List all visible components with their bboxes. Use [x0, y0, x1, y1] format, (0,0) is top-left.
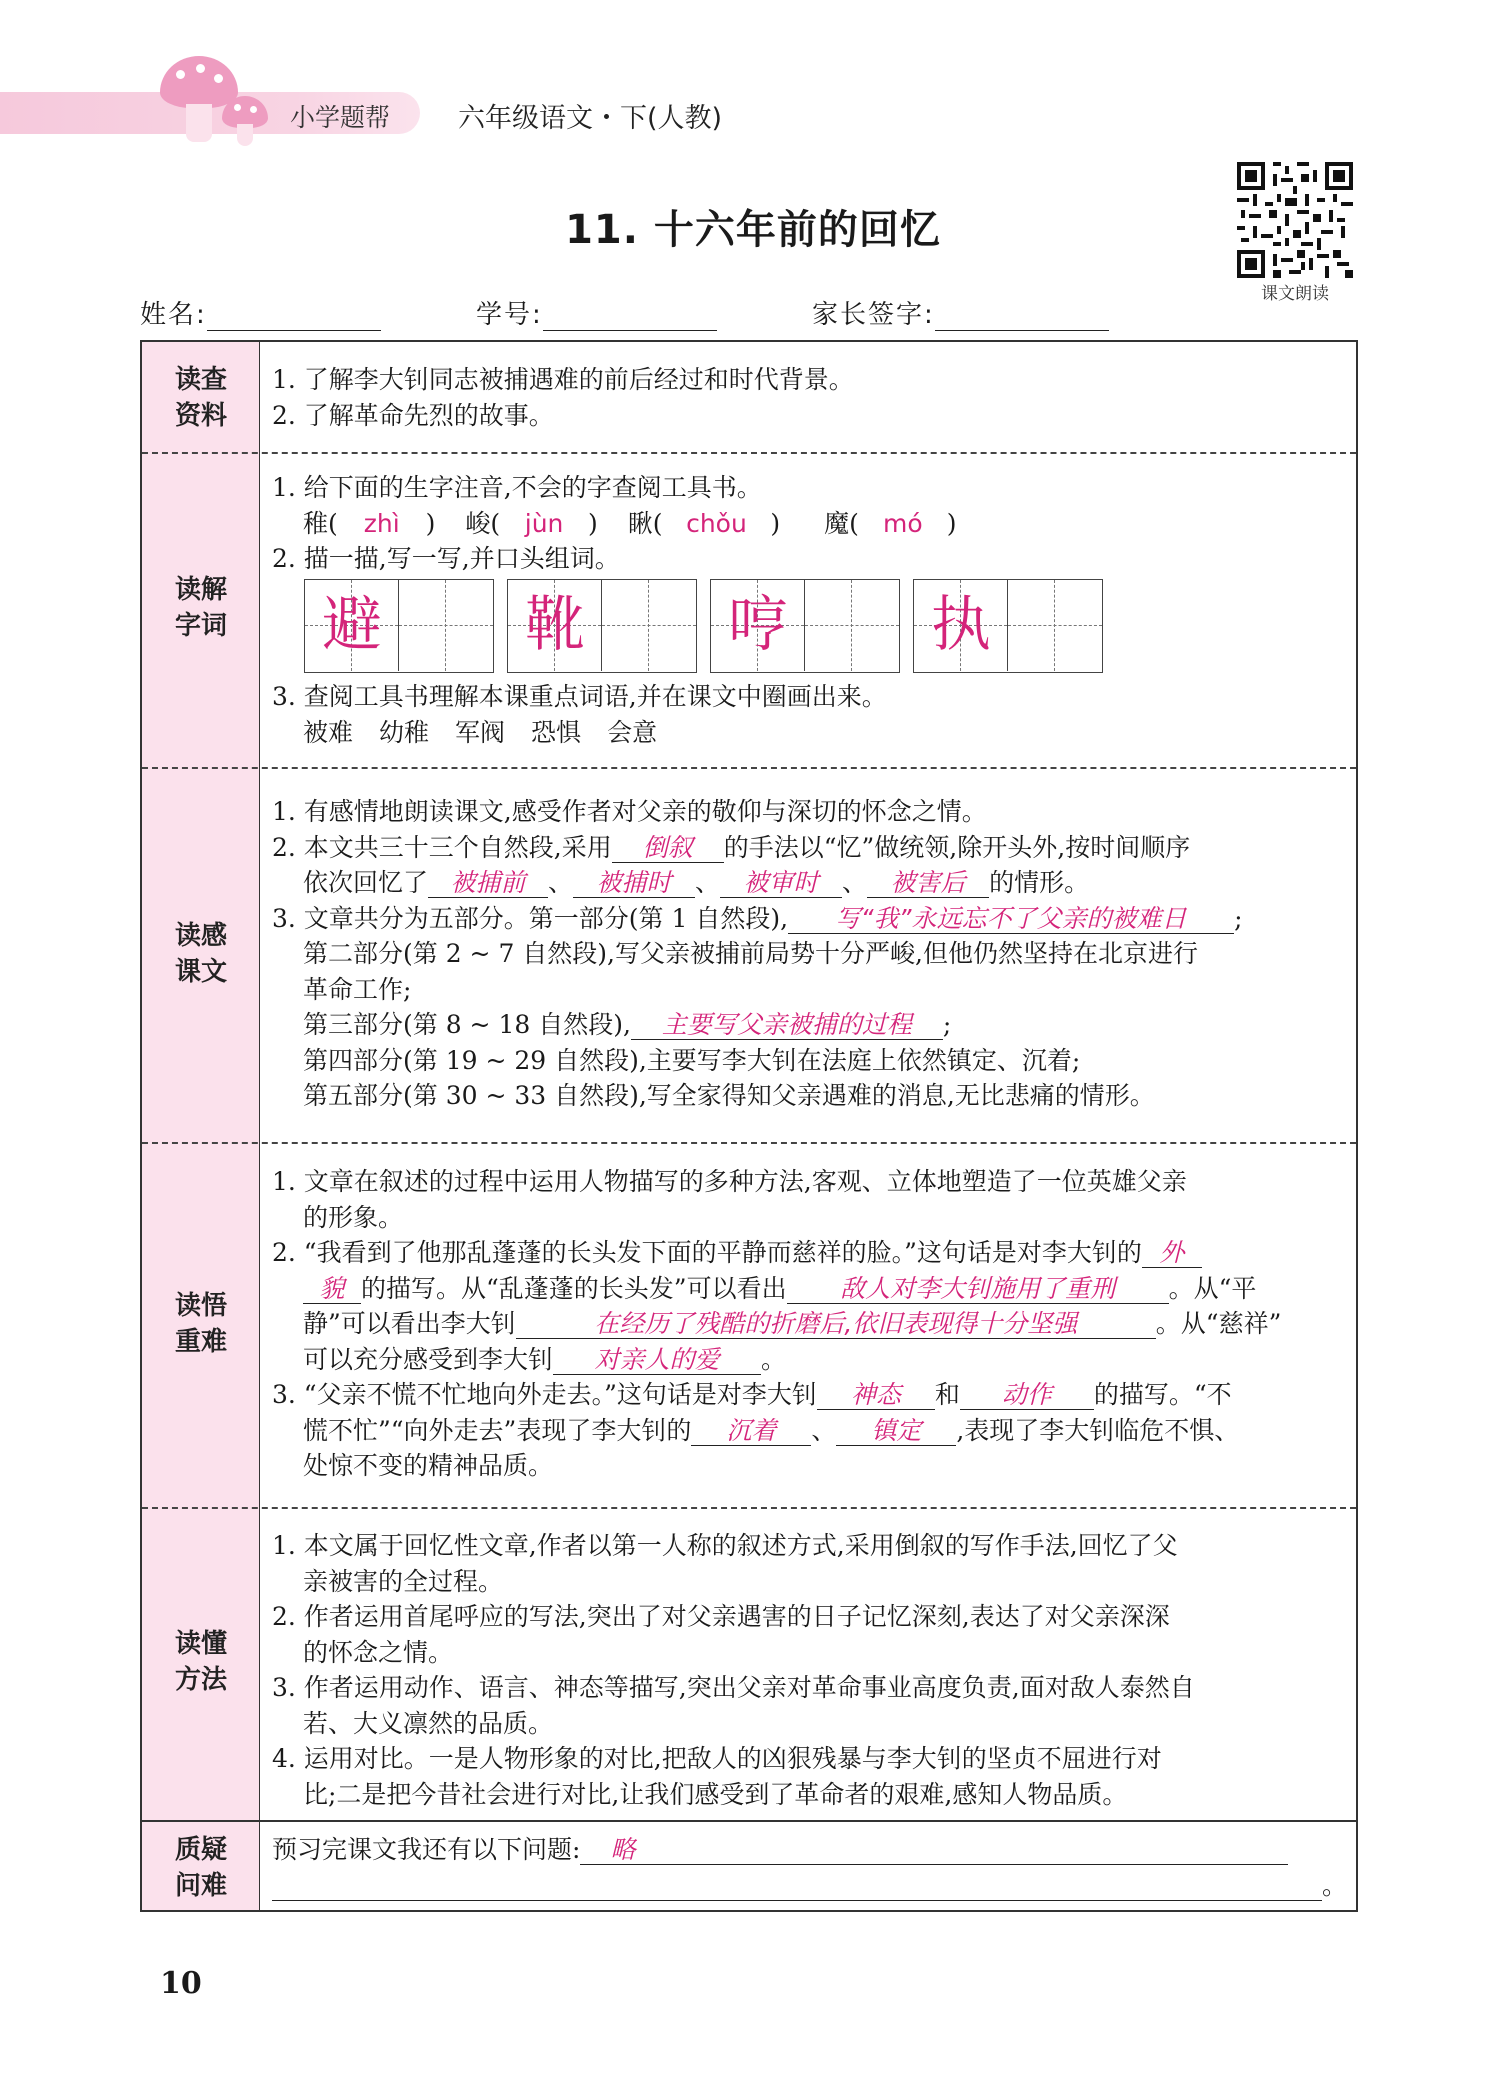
- text-line: 处惊不变的精神品质。: [303, 1451, 554, 1480]
- writing-grid[interactable]: [507, 579, 697, 673]
- text-line: 第三部分(第 8 ~ 18 自然段), 主要写父亲被捕的过程 ;: [303, 1010, 952, 1039]
- writing-grid[interactable]: [710, 579, 900, 673]
- name-blank[interactable]: [207, 305, 381, 331]
- answer-blank[interactable]: 镇定: [836, 1417, 956, 1446]
- section-label-research: [142, 362, 260, 434]
- label-line: 问难: [174, 1871, 227, 1901]
- label-line: 课文: [174, 957, 227, 987]
- section-key-points-content: [272, 1164, 1342, 1484]
- answer-blank[interactable]: 在经历了残酷的折磨后,依旧表现得十分坚强: [516, 1310, 1156, 1339]
- parent-signature-blank[interactable]: [935, 305, 1109, 331]
- page-number: 10: [160, 1966, 202, 2001]
- pinyin-answer[interactable]: zhì: [363, 508, 400, 538]
- parent-signature-label: 家长签字:: [812, 300, 935, 330]
- study-table: [140, 340, 1358, 1912]
- question-blank-line[interactable]: [272, 1872, 1322, 1901]
- grade-label: 六年级语文・下(人教): [458, 103, 723, 134]
- text-line: 3. 文章共分为五部分。第一部分(第 1 自然段), 写“我”永远忘不了父亲的被难日 ;: [272, 903, 1243, 933]
- mushroom-logo-icon: [160, 56, 280, 146]
- word-item: 幼稚: [379, 717, 430, 747]
- section-label-key-points: [142, 1288, 260, 1360]
- text-line: 革命工作;: [303, 974, 412, 1004]
- question-2: 2. 描一描,写一写,并口头组词。: [272, 544, 620, 573]
- trace-char: 执: [931, 590, 991, 660]
- number-blank[interactable]: [543, 305, 717, 331]
- writing-grid[interactable]: [913, 579, 1103, 673]
- label-line: 读懂: [174, 1629, 227, 1659]
- section-vocabulary-content-2: [272, 679, 1342, 750]
- number-label: 学号:: [476, 300, 543, 330]
- label-line: 读查: [174, 365, 227, 395]
- answer-blank[interactable]: 被捕时: [573, 869, 695, 898]
- text-line: 2. 了解革命先烈的故事。: [272, 400, 554, 430]
- answer-blank[interactable]: 沉着: [691, 1417, 811, 1446]
- text-line: 亲被害的全过程。: [303, 1566, 504, 1596]
- pinyin-char: 瞅: [627, 508, 653, 538]
- text-line: 静”可以看出李大钊 在经历了残酷的折磨后,依旧表现得十分坚强 。从“慈祥”: [303, 1309, 1282, 1338]
- text-line: 1. 有感情地朗读课文,感受作者对父亲的敬仰与深切的怀念之情。: [272, 797, 987, 826]
- pinyin-answer[interactable]: jùn: [524, 508, 564, 538]
- question-3: 3. 查阅工具书理解本课重点词语,并在课文中圈画出来。: [272, 682, 887, 711]
- pinyin-answer[interactable]: chǒu: [686, 508, 747, 538]
- section-divider: [142, 1820, 1356, 1822]
- label-line: 资料: [174, 401, 227, 431]
- text-line: 3. 作者运用动作、语言、神态等描写,突出父亲对革命事业高度负责,面对敌人泰然自: [272, 1673, 1195, 1702]
- text-line: 的怀念之情。: [303, 1637, 454, 1667]
- section-questions-content: [272, 1832, 1348, 1903]
- text-line: 第二部分(第 2 ~ 7 自然段),写父亲被捕前局势十分严峻,但他仍然坚持在北京进行: [303, 939, 1198, 968]
- text-line: 1. 文章在叙述的过程中运用人物描写的多种方法,客观、立体地塑造了一位英雄父亲: [272, 1167, 1187, 1196]
- text-line: 的形象。: [303, 1202, 404, 1232]
- pinyin-char: 魔: [824, 508, 850, 538]
- parent-signature-field[interactable]: [812, 294, 1109, 331]
- qr-caption: 课文朗读: [1261, 284, 1329, 304]
- text-line: 4. 运用对比。一是人物形象的对比,把敌人的凶狠残暴与李大钊的坚贞不屈进行对: [272, 1744, 1162, 1773]
- label-line: 读解: [174, 575, 227, 605]
- question-answer-blank[interactable]: 略: [580, 1836, 1288, 1865]
- text-line: 第四部分(第 19 ~ 29 自然段),主要写李大钊在法庭上依然镇定、沉着;: [303, 1045, 1081, 1075]
- pinyin-row: 稚( zhì ) 峻( jùn ) 瞅( chǒu ) 魔( mó ): [272, 506, 1342, 542]
- writing-grid[interactable]: [304, 579, 494, 673]
- name-label: 姓名:: [140, 300, 207, 330]
- section-label-reading: [142, 918, 260, 990]
- pinyin-char: 峻: [465, 508, 491, 538]
- section-divider: [142, 767, 1356, 769]
- label-line: 读感: [174, 921, 227, 951]
- question-1: 1. 给下面的生字注音,不会的字查阅工具书。: [272, 473, 762, 502]
- section-research-content: [272, 362, 1342, 433]
- text-line: 慌不忙”“向外走去”表现了李大钊的 沉着 、 镇定 ,表现了李大钊临危不惧、: [303, 1415, 1240, 1445]
- text-line: 1. 了解李大钊同志被捕遇难的前后经过和时代背景。: [272, 365, 854, 394]
- word-item: 军阀: [455, 717, 506, 747]
- label-line: 字词: [174, 611, 227, 641]
- trace-char: 哼: [728, 590, 788, 660]
- text-line: 若、大义凛然的品质。: [303, 1708, 554, 1738]
- lesson-title: 11. 十六年前的回忆: [565, 207, 941, 253]
- section-divider: [142, 1142, 1356, 1144]
- section-label-questions: [142, 1832, 260, 1904]
- text-line: 貌 的描写。从“乱蓬蓬的长头发”可以看出 敌人对李大钊施用了重刑 。从“平: [272, 1271, 1342, 1307]
- text-line: 。: [272, 1868, 1342, 1904]
- section-label-vocabulary: [142, 572, 260, 644]
- label-line: 读悟: [174, 1291, 227, 1321]
- text-line: 比;二是把今昔社会进行对比,让我们感受到了革命者的艰难,感知人物品质。: [303, 1779, 1128, 1809]
- section-divider: [142, 452, 1356, 454]
- text-line: 2. 本文共三十三个自然段,采用 倒叙 的手法以“忆”做统领,除开头外,按时间顺序: [272, 832, 1191, 862]
- answer-blank[interactable]: 主要写父亲被捕的过程: [631, 1011, 943, 1040]
- section-divider: [142, 1507, 1356, 1509]
- text-line: 预习完课文我还有以下问题: 略: [272, 1832, 1342, 1868]
- word-item: 被难: [303, 717, 354, 747]
- label-line: 重难: [174, 1327, 227, 1357]
- answer-blank[interactable]: 神态: [817, 1381, 935, 1410]
- text-line: 第五部分(第 30 ~ 33 自然段),写全家得知父亲遇难的消息,无比悲痛的情形。: [303, 1081, 1155, 1110]
- section-label-methods: [142, 1626, 260, 1698]
- qr-code-icon[interactable]: [1237, 162, 1353, 278]
- trace-char: 避: [322, 590, 382, 660]
- section-reading-content: [272, 794, 1342, 1114]
- answer-blank[interactable]: 被审时: [720, 869, 842, 898]
- label-line: 方法: [174, 1665, 227, 1695]
- answer-blank[interactable]: 写“我”永远忘不了父亲的被难日: [788, 905, 1234, 934]
- text-line: 1. 本文属于回忆性文章,作者以第一人称的叙述方式,采用倒叙的写作手法,回忆了父: [272, 1531, 1178, 1560]
- brand-label: 小学题帮: [290, 103, 391, 132]
- answer-blank[interactable]: 倒叙: [612, 834, 724, 863]
- answer-blank[interactable]: 对亲人的爱: [553, 1346, 761, 1375]
- trace-char: 靴: [525, 590, 585, 660]
- text-line: 依次回忆了 被捕前 、 被捕时 、 被审时 、 被害后 的情形。: [303, 868, 1090, 897]
- word-item: 会意: [607, 717, 658, 747]
- pinyin-answer[interactable]: mó: [883, 508, 923, 538]
- answer-blank[interactable]: 被捕前: [428, 869, 548, 898]
- section-methods-content: [272, 1528, 1342, 1812]
- section-vocabulary-content: [272, 470, 1342, 577]
- text-line: 2. 作者运用首尾呼应的写法,突出了对父亲遇害的日子记忆深刻,表达了对父亲深深: [272, 1602, 1170, 1631]
- number-field[interactable]: [476, 294, 717, 331]
- pinyin-char: 稚: [303, 508, 329, 538]
- text-line: 3. “父亲不慌不忙地向外走去。”这句话是对李大钊 神态 和 动作 的描写。“不: [272, 1380, 1232, 1409]
- text-line: 可以充分感受到李大钊 对亲人的爱 。: [303, 1344, 787, 1374]
- word-item: 恐惧: [531, 717, 582, 747]
- answer-blank[interactable]: 貌: [303, 1275, 361, 1304]
- label-line: 质疑: [174, 1835, 227, 1865]
- word-list: [272, 715, 1342, 751]
- text-line: 2. “我看到了他那乱蓬蓬的长头发下面的平静而慈祥的脸。”这句话是对李大钊的 外: [272, 1235, 1342, 1271]
- answer-blank[interactable]: 被害后: [867, 869, 989, 898]
- answer-blank[interactable]: 外: [1142, 1239, 1202, 1268]
- answer-blank[interactable]: 动作: [960, 1381, 1094, 1410]
- name-field[interactable]: [140, 294, 381, 331]
- answer-blank[interactable]: 敌人对李大钊施用了重刑: [787, 1275, 1169, 1304]
